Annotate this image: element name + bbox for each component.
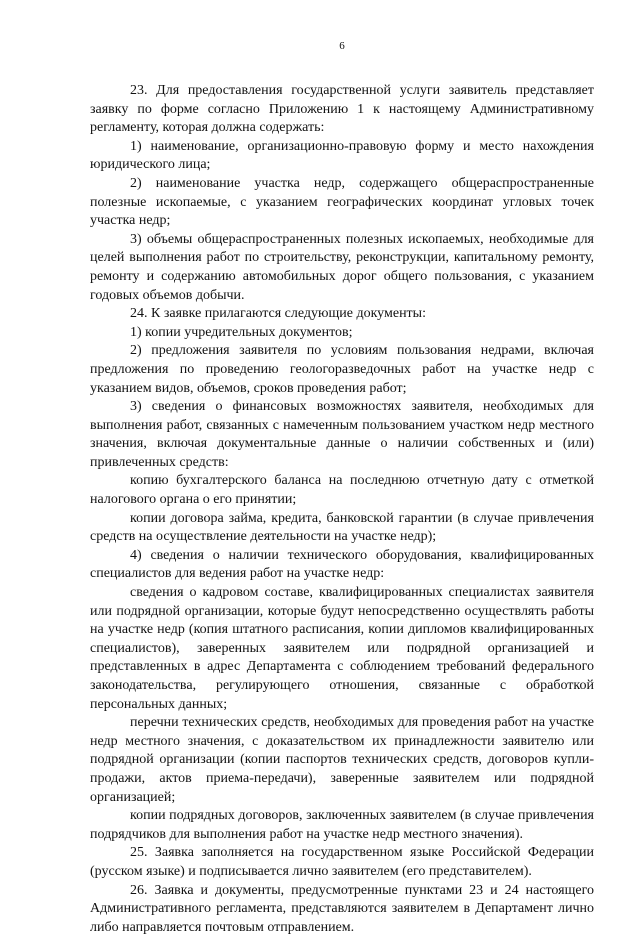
paragraph-23-item-2: 2) наименование участка недр, содержащего общераспространенные полезные ископаемые, с указанием географических координат угловых точек участка недр; — [90, 175, 594, 229]
document-body — [90, 82, 594, 937]
paragraph-25: 25. Заявка заполняется на государственном языке Российской Федерации (русском языке) и подписывается лично заявителем (его представителем). — [90, 845, 594, 879]
paragraph-24-item-3-balance: копию бухгалтерского баланса на последнюю отчетную дату с отметкой налогового органа о его принятии; — [90, 473, 594, 508]
paragraph-24: 24. К заявке прилагаются следующие документы: — [130, 306, 426, 322]
paragraph-24-item-4-contracts: копии подрядных договоров, заключенных заявителем (в случае привлечения подрядчиков для выполнения работ на участке недр местного значения). — [90, 808, 594, 842]
paragraph-24-item-4-equipment: перечни технических средств, необходимых для проведения работ на участке недр местного значения, с доказательством их принадлежности заявителю или подрядной организации (копии паспортов технических средств, договоров купли-продажи, актов приема-передачи), заверенные заявителем или подрядной организацией; — [90, 715, 594, 805]
paragraph-23-item-3: 3) объемы общераспространенных полезных ископаемых, необходимые для целей выполнения работ по строительству, реконструкции, капитальному ремонту, ремонту и содержанию автомобильных дорог общего пользования, с указанием годовых объемов добычи. — [90, 231, 594, 303]
paragraph-24-item-2: 2) предложения заявителя по условиям пользования недрами, включая предложения по проведению геологоразведочных работ на участке недр с указанием видов, объемов, сроков проведения работ; — [90, 343, 594, 396]
page-number: 6 — [339, 40, 345, 52]
paragraph-24-item-3: 3) сведения о финансовых возможностях заявителя, необходимых для выполнения работ, связанных с намеченным пользованием участком недр местного значения, включая документальные данные о наличии собственных и (или) привлеченных средств: — [90, 399, 594, 470]
paragraph-26: 26. Заявка и документы, предусмотренные пунктами 23 и 24 настоящего Административного регламента, представляются заявителем в Департамент лично либо направляется почтовым отправлением. — [90, 882, 594, 935]
paragraph-24-item-3-loan: копии договора займа, кредита, банковской гарантии (в случае привлечения средств на осуществление деятельности на участке недр); — [90, 510, 594, 545]
paragraph-23-item-1: 1) наименование, организационно-правовую форму и место нахождения юридического лица; — [90, 138, 594, 173]
paragraph-24-item-1: 1) копии учредительных документов; — [130, 324, 353, 340]
paragraph-24-item-4: 4) сведения о наличии технического оборудования, квалифицированных специалистов для ведения работ на участке недр: — [90, 547, 594, 582]
paragraph-24-item-4-staff: сведения о кадровом составе, квалифицированных специалистах заявителя или подрядной организации, которые будут непосредственно осуществлять работы на участке недр (копия штатного расписания, копии дипломов квалифицированных специалистов), заверенных заявителем или подрядной организацией и представленных в адрес Департамента с соблюдением требований федерального законодательства, регулирующего отношения, связанные с обработкой персональных данных; — [90, 585, 594, 712]
paragraph-23: 23. Для предоставления государственной услуги заявитель представляет заявку по форме согласно Приложению 1 к настоящему Административному регламенту, которая должна содержать: — [90, 83, 594, 136]
